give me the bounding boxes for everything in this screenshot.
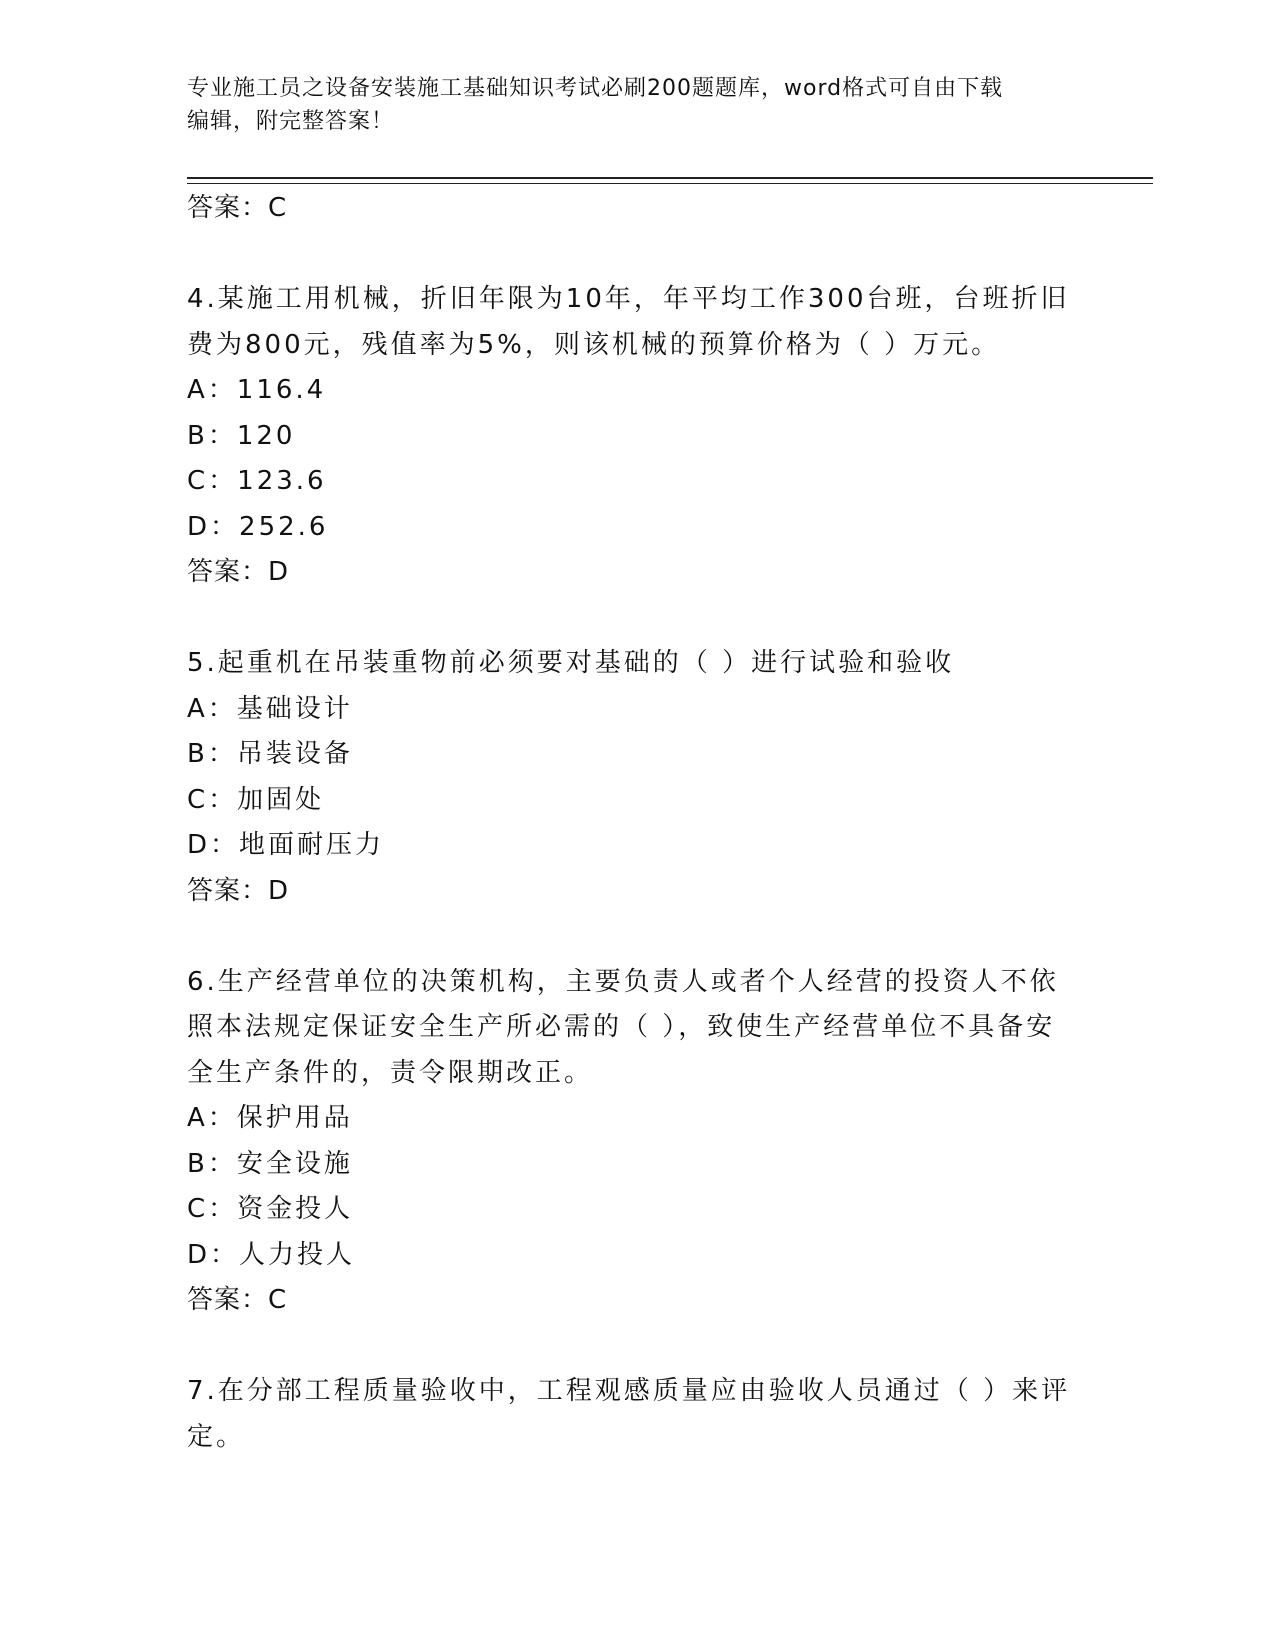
header-line-2: 编辑，附完整答案！ xyxy=(187,109,395,134)
question-stem-line: 7.在分部工程质量验收中，工程观感质量应由验收人员通过（ ）来评 xyxy=(187,1376,1071,1406)
option-d: D：地面耐压力 xyxy=(187,830,385,860)
question-stem-line: 4.某施工用机械，折旧年限为10年，年平均工作300台班，台班折旧 xyxy=(187,284,1070,314)
question-block-4 xyxy=(187,277,1087,596)
header-divider-thin xyxy=(187,183,1153,184)
spacer xyxy=(187,914,1087,960)
question-stem-line: 费为800元，残值率为5%，则该机械的预算价格为（ ）万元。 xyxy=(187,329,1001,360)
option-b: B：吊装设备 xyxy=(187,739,353,769)
spacer xyxy=(187,596,1087,642)
spacer xyxy=(187,1324,1087,1370)
header-divider-thick xyxy=(187,177,1153,179)
option-b: B：安全设施 xyxy=(187,1148,353,1179)
answer-line: 答案：D xyxy=(187,557,290,587)
answer-line: 答案：D xyxy=(187,875,290,906)
question-block-5 xyxy=(187,641,1087,914)
option-d: D：252.6 xyxy=(187,511,329,542)
question-block-7 xyxy=(187,1369,1087,1460)
option-c: C：加固处 xyxy=(187,784,325,815)
question-stem-line: 6.生产经营单位的决策机构，主要负责人或者个人经营的投资人不依 xyxy=(187,966,1059,997)
option-d: D：人力投人 xyxy=(187,1239,356,1270)
header-line-1: 专业施工员之设备安装施工基础知识考试必刷200题题库，word格式可自由下载 xyxy=(187,76,1004,101)
option-a: A：基础设计 xyxy=(187,693,353,724)
question-stem-line: 5.起重机在吊装重物前必须要对基础的（ ）进行试验和验收 xyxy=(187,648,955,678)
option-b: B：120 xyxy=(187,420,296,451)
answer-line: 答案：C xyxy=(187,193,288,223)
option-c: C：资金投人 xyxy=(187,1194,354,1224)
question-stem-line: 全生产条件的，责令限期改正。 xyxy=(187,1057,594,1088)
question-stem-line: 照本法规定保证安全生产所必需的（ ），致使生产经营单位不具备安 xyxy=(187,1012,1056,1042)
question-block-6 xyxy=(187,960,1087,1324)
document-header xyxy=(187,72,1087,138)
spacer xyxy=(187,232,1087,278)
option-c: C：123.6 xyxy=(187,466,327,496)
question-list xyxy=(187,186,1087,1460)
option-a: A：保护用品 xyxy=(187,1103,353,1133)
question-stem-line: 定。 xyxy=(187,1421,246,1452)
answer-line: 答案：C xyxy=(187,1285,288,1315)
option-a: A：116.4 xyxy=(187,375,327,405)
